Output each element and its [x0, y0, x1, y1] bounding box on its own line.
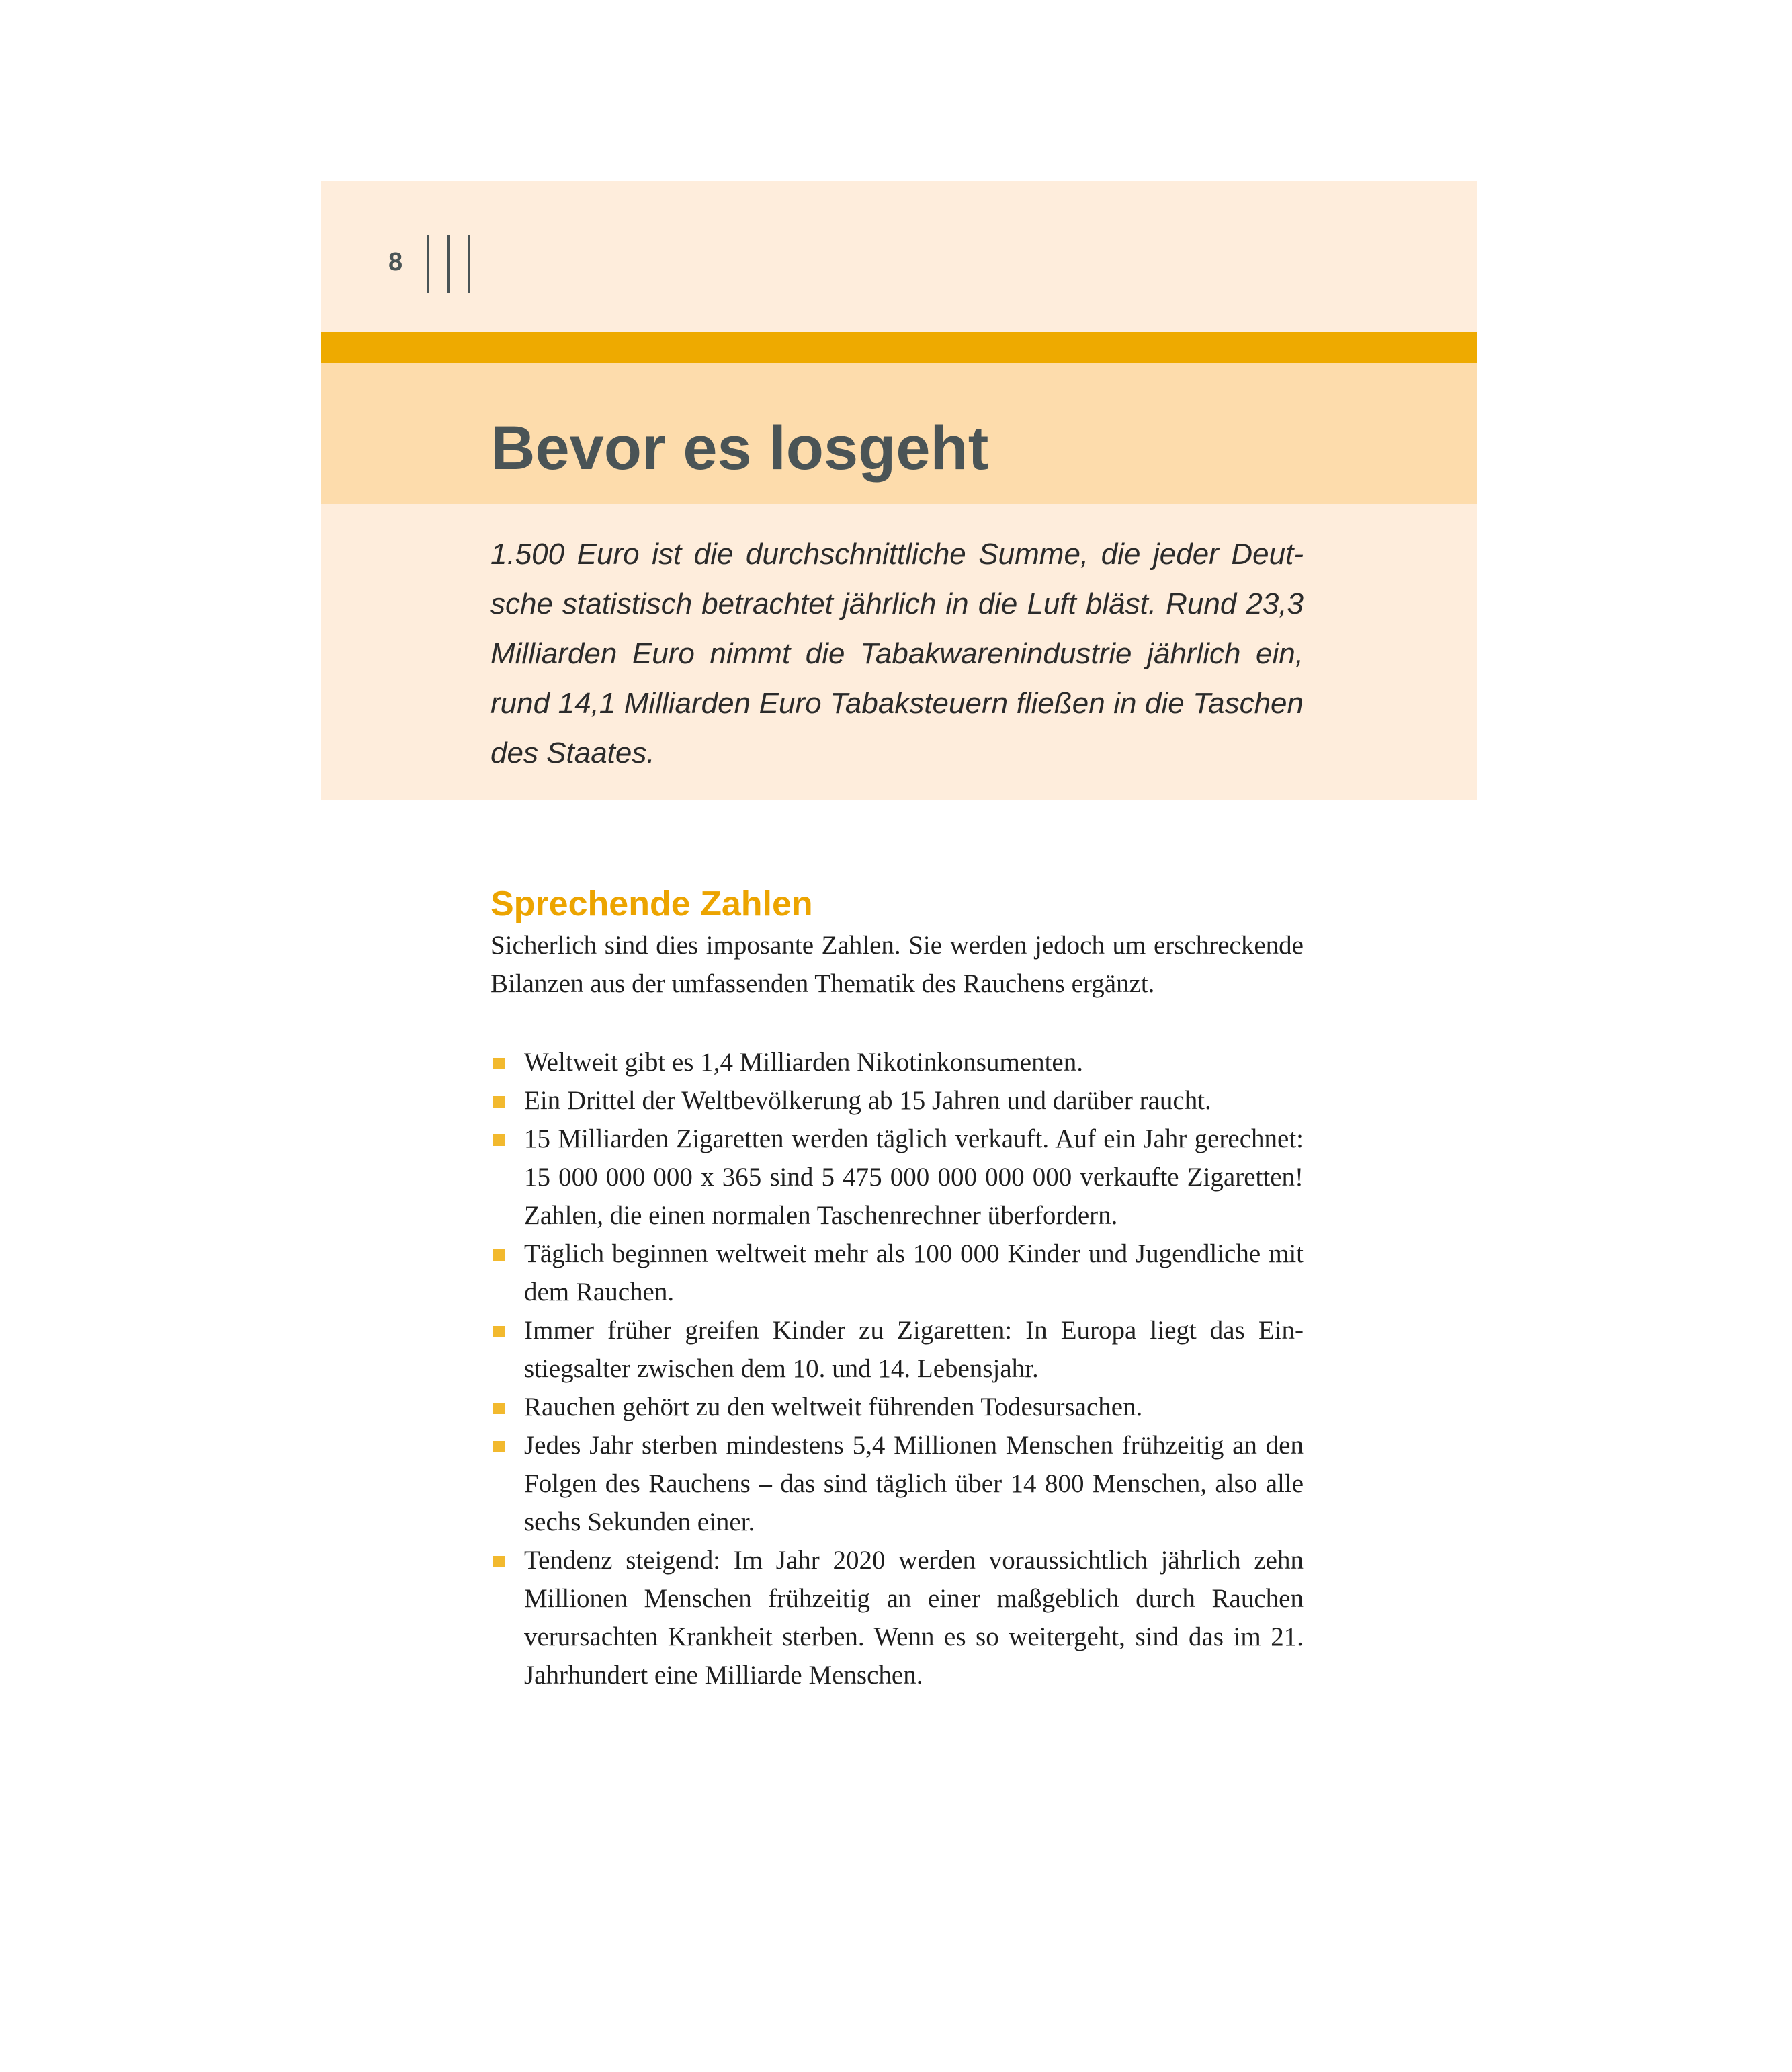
bullet-square-icon [493, 1249, 505, 1261]
bullet-list [490, 1043, 1304, 1694]
marker-line [447, 235, 450, 293]
section-heading: Sprechende Zahlen [490, 884, 813, 923]
bullet-square-icon [493, 1441, 505, 1452]
list-item-text: Tendenz steigend: Im Jahr 2020 werden voraussichtlich jährlich zehn Millionen Menschen frühzeitig an einer maßgeblich durch Rauchen verursachten Krankheit sterben. Wenn es so weitergeht, sind das im 21. Jahrhundert eine Milliarde Menschen. [524, 1546, 1304, 1690]
list-item [490, 1120, 1304, 1235]
list-item-text: Ein Drittel der Weltbevölkerung ab 15 Jahren und darüber raucht. [524, 1086, 1211, 1115]
list-item [490, 1235, 1304, 1311]
list-item [490, 1388, 1304, 1426]
list-item-text: Jedes Jahr sterben mindestens 5,4 Millionen Menschen frühzeitig an den Folgen des Rauchens – das sind täglich über 14 800 Menschen, also alle sechs Sekunden einer. [524, 1431, 1304, 1536]
list-item-text: Täglich beginnen weltweit mehr als 100 000 Kinder und Jugendliche mit dem Rauchen. [524, 1239, 1304, 1307]
list-item [490, 1311, 1304, 1388]
bullet-square-icon [493, 1134, 505, 1146]
list-item [490, 1081, 1304, 1120]
bullet-square-icon [493, 1058, 505, 1069]
marker-line [427, 235, 429, 293]
list-item-text: Weltweit gibt es 1,4 Milliarden Nikotinkonsumenten. [524, 1048, 1083, 1077]
bullet-square-icon [493, 1403, 505, 1414]
orange-accent-bar [321, 332, 1477, 363]
bullet-square-icon [493, 1096, 505, 1108]
list-item-text: 15 Milliarden Zigaretten werden täglich verkauft. Auf ein Jahr gerechnet: 15 000 000 000 x 365 sind 5 475 000 000 000 000 verkaufte Zigaretten! Zahlen, die einen normalen Taschenrechner überfordern. [524, 1124, 1304, 1230]
bullet-square-icon [493, 1326, 505, 1337]
marker-line [468, 235, 470, 293]
bullet-square-icon [493, 1556, 505, 1567]
page-marker-lines [425, 235, 478, 293]
list-item [490, 1043, 1304, 1081]
list-item [490, 1541, 1304, 1694]
list-item-text: Immer früher greifen Kinder zu Zigaretten: In Europa liegt das Einstiegsalter zwischen dem 10. und 14. Lebensjahr. [524, 1316, 1304, 1383]
chapter-title: Bevor es losgeht [490, 414, 989, 483]
intro-paragraph: 1.500 Euro ist die durchschnittliche Summe, die jeder Deutsche statistisch betrachtet jährlich in die Luft bläst. Rund 23,3 Milliarden Euro nimmt die Tabakwarenindustrie jährlich ein, rund 14,1 Milliarden Euro Tabaksteuern fließen in die Taschen des Staates. [490, 538, 1304, 770]
list-item [490, 1426, 1304, 1541]
list-item-text: Rauchen gehört zu den weltweit führenden Todesursachen. [524, 1393, 1143, 1421]
section-paragraph: Sicherlich sind dies imposante Zahlen. Sie werden jedoch um erschreckende Bilanzen aus der umfassenden Thematik des Rauchens ergänzt. [490, 931, 1304, 998]
page-number: 8 [388, 248, 403, 276]
